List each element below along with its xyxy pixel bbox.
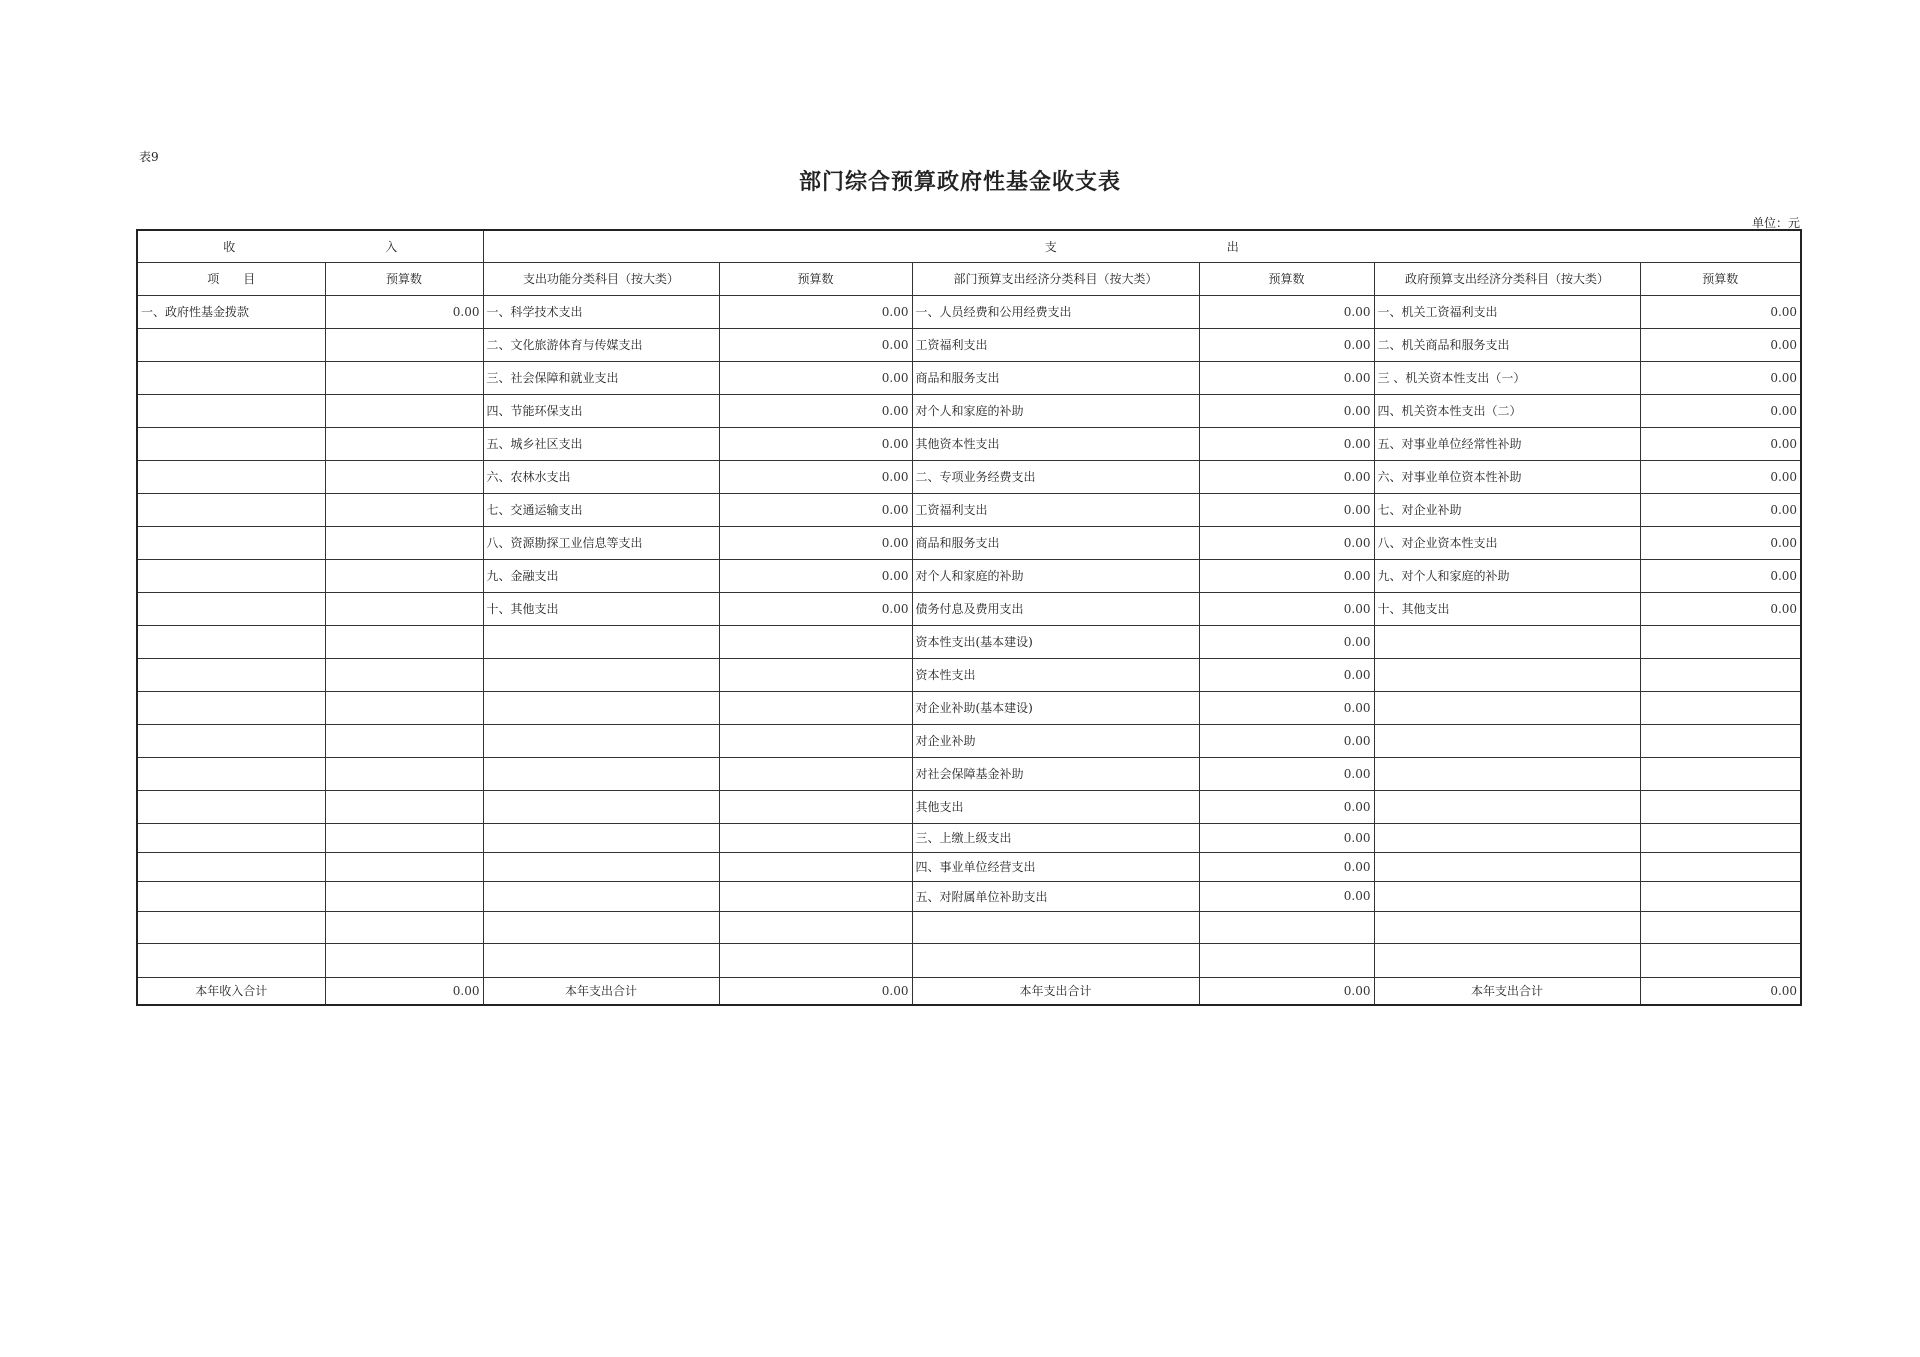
col-item: 项 目 (137, 262, 325, 295)
gov-item: 一、机关工资福利支出 (1374, 295, 1640, 328)
func-value: 0.00 (719, 460, 912, 493)
total-dept-value: 0.00 (1199, 977, 1374, 1005)
table-row (137, 658, 1801, 691)
func-value: 0.00 (719, 559, 912, 592)
dept-value: 0.00 (1199, 823, 1374, 852)
func-item: 三、社会保障和就业支出 (483, 361, 719, 394)
func-value (719, 943, 912, 977)
func-value: 0.00 (719, 427, 912, 460)
dept-item (912, 911, 1199, 943)
total-dept-label: 本年支出合计 (912, 977, 1199, 1005)
income-item (137, 790, 325, 823)
gov-item: 三 、机关资本性支出（一） (1374, 361, 1640, 394)
func-value (719, 757, 912, 790)
income-value (325, 691, 483, 724)
income-item (137, 526, 325, 559)
income-item (137, 757, 325, 790)
dept-value: 0.00 (1199, 526, 1374, 559)
dept-item: 资本性支出(基本建设) (912, 625, 1199, 658)
col-budget-gov: 预算数 (1640, 262, 1801, 295)
income-item (137, 592, 325, 625)
income-item (137, 559, 325, 592)
dept-value: 0.00 (1199, 295, 1374, 328)
income-section-header (137, 230, 483, 262)
func-value: 0.00 (719, 394, 912, 427)
gov-value (1640, 881, 1801, 911)
income-header-part1: 收 (223, 239, 236, 254)
totals-row (137, 977, 1801, 1005)
func-item (483, 790, 719, 823)
total-func-value: 0.00 (719, 977, 912, 1005)
func-item: 八、资源勘探工业信息等支出 (483, 526, 719, 559)
gov-value (1640, 943, 1801, 977)
table-row (137, 427, 1801, 460)
func-value: 0.00 (719, 592, 912, 625)
dept-value: 0.00 (1199, 493, 1374, 526)
dept-value: 0.00 (1199, 328, 1374, 361)
func-value (719, 790, 912, 823)
func-item (483, 911, 719, 943)
table-row (137, 460, 1801, 493)
income-value (325, 328, 483, 361)
dept-item: 一、人员经费和公用经费支出 (912, 295, 1199, 328)
func-item: 四、节能环保支出 (483, 394, 719, 427)
income-value (325, 658, 483, 691)
table-row (137, 295, 1801, 328)
gov-value: 0.00 (1640, 493, 1801, 526)
income-header-part2: 入 (385, 239, 398, 254)
income-value (325, 394, 483, 427)
gov-value: 0.00 (1640, 394, 1801, 427)
func-item (483, 757, 719, 790)
gov-item: 十、其他支出 (1374, 592, 1640, 625)
expense-header-part1: 支 (1044, 239, 1057, 254)
gov-value (1640, 625, 1801, 658)
table-row (137, 790, 1801, 823)
table-row (137, 724, 1801, 757)
func-item (483, 691, 719, 724)
gov-value: 0.00 (1640, 460, 1801, 493)
dept-value: 0.00 (1199, 691, 1374, 724)
dept-value (1199, 943, 1374, 977)
col-dept-econ: 部门预算支出经济分类科目（按大类） (912, 262, 1199, 295)
income-value (325, 790, 483, 823)
gov-item (1374, 757, 1640, 790)
dept-value: 0.00 (1199, 852, 1374, 881)
dept-item: 三、上缴上级支出 (912, 823, 1199, 852)
func-item (483, 724, 719, 757)
income-item (137, 852, 325, 881)
total-income-value: 0.00 (325, 977, 483, 1005)
income-item (137, 361, 325, 394)
gov-value: 0.00 (1640, 526, 1801, 559)
func-item: 一、科学技术支出 (483, 295, 719, 328)
dept-value: 0.00 (1199, 625, 1374, 658)
col-budget-income: 预算数 (325, 262, 483, 295)
gov-item: 九、对个人和家庭的补助 (1374, 559, 1640, 592)
income-item (137, 658, 325, 691)
expense-header-part2: 出 (1226, 239, 1239, 254)
income-value: 0.00 (325, 295, 483, 328)
income-value (325, 493, 483, 526)
gov-value: 0.00 (1640, 328, 1801, 361)
func-value (719, 625, 912, 658)
table-row (137, 394, 1801, 427)
income-value (325, 881, 483, 911)
dept-item: 二、专项业务经费支出 (912, 460, 1199, 493)
income-value (325, 592, 483, 625)
func-value (719, 691, 912, 724)
dept-item: 对企业补助 (912, 724, 1199, 757)
income-item (137, 911, 325, 943)
income-item (137, 881, 325, 911)
dept-item: 其他资本性支出 (912, 427, 1199, 460)
budget-table (136, 229, 1802, 1006)
expense-section-header (483, 230, 1801, 262)
dept-item: 工资福利支出 (912, 493, 1199, 526)
income-item (137, 394, 325, 427)
income-item (137, 823, 325, 852)
dept-value: 0.00 (1199, 460, 1374, 493)
dept-item: 商品和服务支出 (912, 361, 1199, 394)
table-row (137, 757, 1801, 790)
func-value (719, 823, 912, 852)
func-value (719, 658, 912, 691)
income-value (325, 361, 483, 394)
gov-value (1640, 691, 1801, 724)
func-value: 0.00 (719, 295, 912, 328)
total-gov-value: 0.00 (1640, 977, 1801, 1005)
table-row (137, 852, 1801, 881)
income-item (137, 943, 325, 977)
gov-item (1374, 823, 1640, 852)
income-item (137, 328, 325, 361)
dept-value: 0.00 (1199, 427, 1374, 460)
gov-item: 七、对企业补助 (1374, 493, 1640, 526)
func-item: 五、城乡社区支出 (483, 427, 719, 460)
gov-value: 0.00 (1640, 427, 1801, 460)
func-value: 0.00 (719, 493, 912, 526)
gov-item: 八、对企业资本性支出 (1374, 526, 1640, 559)
gov-value (1640, 724, 1801, 757)
gov-value (1640, 790, 1801, 823)
gov-item: 四、机关资本性支出（二） (1374, 394, 1640, 427)
dept-value: 0.00 (1199, 361, 1374, 394)
income-value (325, 625, 483, 658)
func-item (483, 823, 719, 852)
dept-value: 0.00 (1199, 724, 1374, 757)
gov-value: 0.00 (1640, 361, 1801, 394)
gov-value (1640, 852, 1801, 881)
dept-item: 商品和服务支出 (912, 526, 1199, 559)
income-value (325, 823, 483, 852)
gov-item (1374, 790, 1640, 823)
unit-label: 单位：元 (1751, 216, 1800, 230)
func-value (719, 911, 912, 943)
income-value (325, 559, 483, 592)
gov-item: 五、对事业单位经常性补助 (1374, 427, 1640, 460)
dept-value (1199, 911, 1374, 943)
func-item: 七、交通运输支出 (483, 493, 719, 526)
gov-item (1374, 724, 1640, 757)
col-gov-econ: 政府预算支出经济分类科目（按大类） (1374, 262, 1640, 295)
func-item: 六、农林水支出 (483, 460, 719, 493)
dept-value: 0.00 (1199, 757, 1374, 790)
dept-value: 0.00 (1199, 790, 1374, 823)
income-item (137, 625, 325, 658)
gov-item (1374, 911, 1640, 943)
total-income-label: 本年收入合计 (137, 977, 325, 1005)
gov-item (1374, 852, 1640, 881)
gov-item: 六、对事业单位资本性补助 (1374, 460, 1640, 493)
dept-item: 对个人和家庭的补助 (912, 559, 1199, 592)
table-row (137, 493, 1801, 526)
gov-item: 二、机关商品和服务支出 (1374, 328, 1640, 361)
func-value: 0.00 (719, 328, 912, 361)
income-item (137, 427, 325, 460)
func-item: 十、其他支出 (483, 592, 719, 625)
income-value (325, 427, 483, 460)
table-row (137, 625, 1801, 658)
func-item: 九、金融支出 (483, 559, 719, 592)
income-value (325, 757, 483, 790)
func-item (483, 943, 719, 977)
gov-value (1640, 823, 1801, 852)
gov-item (1374, 691, 1640, 724)
gov-value (1640, 658, 1801, 691)
dept-item (912, 943, 1199, 977)
gov-item (1374, 881, 1640, 911)
col-func-class: 支出功能分类科目（按大类） (483, 262, 719, 295)
gov-value: 0.00 (1640, 295, 1801, 328)
dept-item: 对企业补助(基本建设) (912, 691, 1199, 724)
func-item: 二、文化旅游体育与传媒支出 (483, 328, 719, 361)
func-value: 0.00 (719, 526, 912, 559)
gov-value (1640, 911, 1801, 943)
dept-item: 对个人和家庭的补助 (912, 394, 1199, 427)
func-item (483, 625, 719, 658)
income-item (137, 724, 325, 757)
dept-value: 0.00 (1199, 559, 1374, 592)
total-func-label: 本年支出合计 (483, 977, 719, 1005)
income-value (325, 852, 483, 881)
dept-item: 债务付息及费用支出 (912, 592, 1199, 625)
table-row (137, 592, 1801, 625)
table-row (137, 559, 1801, 592)
income-item (137, 460, 325, 493)
total-gov-label: 本年支出合计 (1374, 977, 1640, 1005)
gov-item (1374, 943, 1640, 977)
income-item (137, 691, 325, 724)
col-budget-func: 预算数 (719, 262, 912, 295)
gov-value (1640, 757, 1801, 790)
table-row (137, 823, 1801, 852)
table-row (137, 691, 1801, 724)
dept-value: 0.00 (1199, 658, 1374, 691)
func-item (483, 881, 719, 911)
table-row (137, 361, 1801, 394)
dept-item: 资本性支出 (912, 658, 1199, 691)
table-row (137, 328, 1801, 361)
func-value (719, 881, 912, 911)
func-item (483, 658, 719, 691)
col-budget-dept: 预算数 (1199, 262, 1374, 295)
income-item (137, 493, 325, 526)
func-value: 0.00 (719, 361, 912, 394)
page-title: 部门综合预算政府性基金收支表 (798, 169, 1121, 195)
table-number: 表9 (139, 150, 159, 164)
func-value (719, 724, 912, 757)
dept-item: 四、事业单位经营支出 (912, 852, 1199, 881)
dept-item: 工资福利支出 (912, 328, 1199, 361)
func-value (719, 852, 912, 881)
dept-value: 0.00 (1199, 592, 1374, 625)
gov-value: 0.00 (1640, 592, 1801, 625)
dept-value: 0.00 (1199, 394, 1374, 427)
table-row (137, 943, 1801, 977)
income-value (325, 911, 483, 943)
column-header-row (137, 262, 1801, 295)
income-value (325, 943, 483, 977)
func-item (483, 852, 719, 881)
income-value (325, 460, 483, 493)
income-item: 一、政府性基金拨款 (137, 295, 325, 328)
income-value (325, 526, 483, 559)
income-value (325, 724, 483, 757)
table-row (137, 881, 1801, 911)
dept-item: 五、对附属单位补助支出 (912, 881, 1199, 911)
gov-item (1374, 658, 1640, 691)
section-header-row (137, 230, 1801, 262)
dept-item: 其他支出 (912, 790, 1199, 823)
table-row (137, 526, 1801, 559)
gov-value: 0.00 (1640, 559, 1801, 592)
dept-value: 0.00 (1199, 881, 1374, 911)
table-row (137, 911, 1801, 943)
gov-item (1374, 625, 1640, 658)
dept-item: 对社会保障基金补助 (912, 757, 1199, 790)
